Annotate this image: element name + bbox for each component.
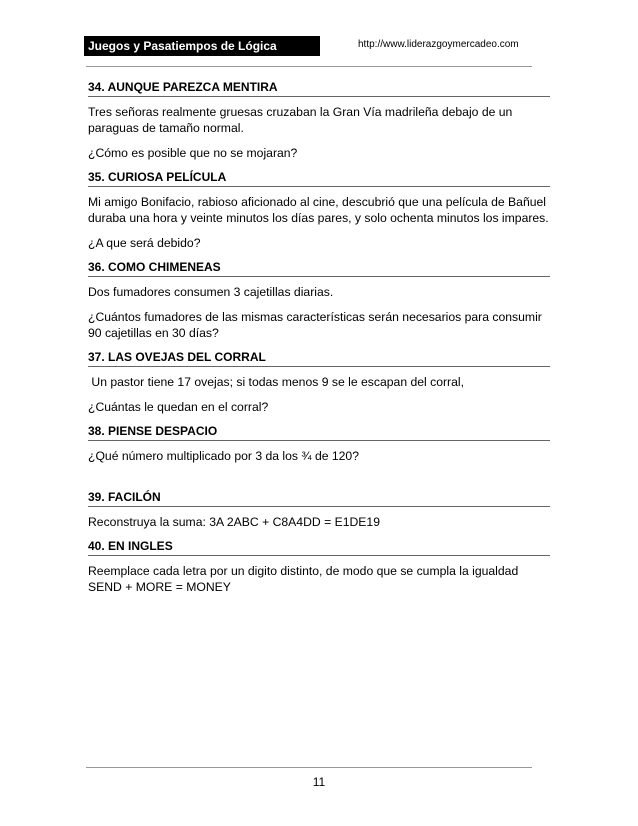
header-divider — [86, 66, 532, 67]
section-title: 37. LAS OVEJAS DEL CORRAL — [88, 350, 550, 367]
section-36 — [88, 260, 550, 341]
footer-divider — [86, 767, 532, 768]
section-title: 35. CURIOSA PELÍCULA — [88, 170, 550, 187]
section-paragraph: Dos fumadores consumen 3 cajetillas diarias. — [88, 285, 334, 299]
section-question: ¿A que será debido? — [88, 236, 201, 250]
header-url[interactable]: http://www.liderazgoymercadeo.com — [358, 39, 519, 50]
section-question: ¿Cuántas le quedan en el corral? — [88, 400, 269, 414]
section-title: 38. PIENSE DESPACIO — [88, 424, 550, 441]
section-question: ¿Cuántos fumadores de las mismas características serán necesarios para consumir 90 cajetillas en 30 días? — [88, 310, 542, 340]
section-37 — [88, 350, 550, 415]
section-40 — [88, 539, 550, 595]
section-paragraph: Tres señoras realmente gruesas cruzaban la Gran Vía madrileña debajo de un paraguas de tamaño normal. — [88, 105, 513, 135]
page-content — [88, 80, 550, 604]
section-question: ¿Qué número multiplicado por 3 da los ¾ de 120? — [88, 449, 359, 463]
section-paragraph: Reemplace cada letra por un digito distinto, de modo que se cumpla la igualdad SEND + MORE = MONEY — [88, 564, 519, 594]
section-paragraph: Un pastor tiene 17 ovejas; si todas menos 9 se le escapan del corral, — [88, 375, 464, 389]
page-number: 11 — [312, 775, 326, 789]
section-title: 40. EN INGLES — [88, 539, 550, 556]
section-34 — [88, 80, 550, 161]
section-title: 34. AUNQUE PAREZCA MENTIRA — [88, 80, 550, 97]
section-paragraph: Reconstruya la suma: 3A 2ABC + C8A4DD = E1DE19 — [88, 515, 380, 529]
section-35 — [88, 170, 550, 251]
section-title: 39. FACILÓN — [88, 490, 550, 507]
section-title: 36. COMO CHIMENEAS — [88, 260, 550, 277]
section-38 — [88, 424, 550, 464]
header-title: Juegos y Pasatiempos de Lógica — [84, 36, 320, 56]
section-39 — [88, 490, 550, 530]
section-paragraph: Mi amigo Bonifacio, rabioso aficionado al cine, descubrió que una película de Bañuel duraba una hora y veinte minutos los días pares, y solo ochenta minutos los impares. — [88, 195, 549, 225]
section-question: ¿Cómo es posible que no se mojaran? — [88, 146, 298, 160]
